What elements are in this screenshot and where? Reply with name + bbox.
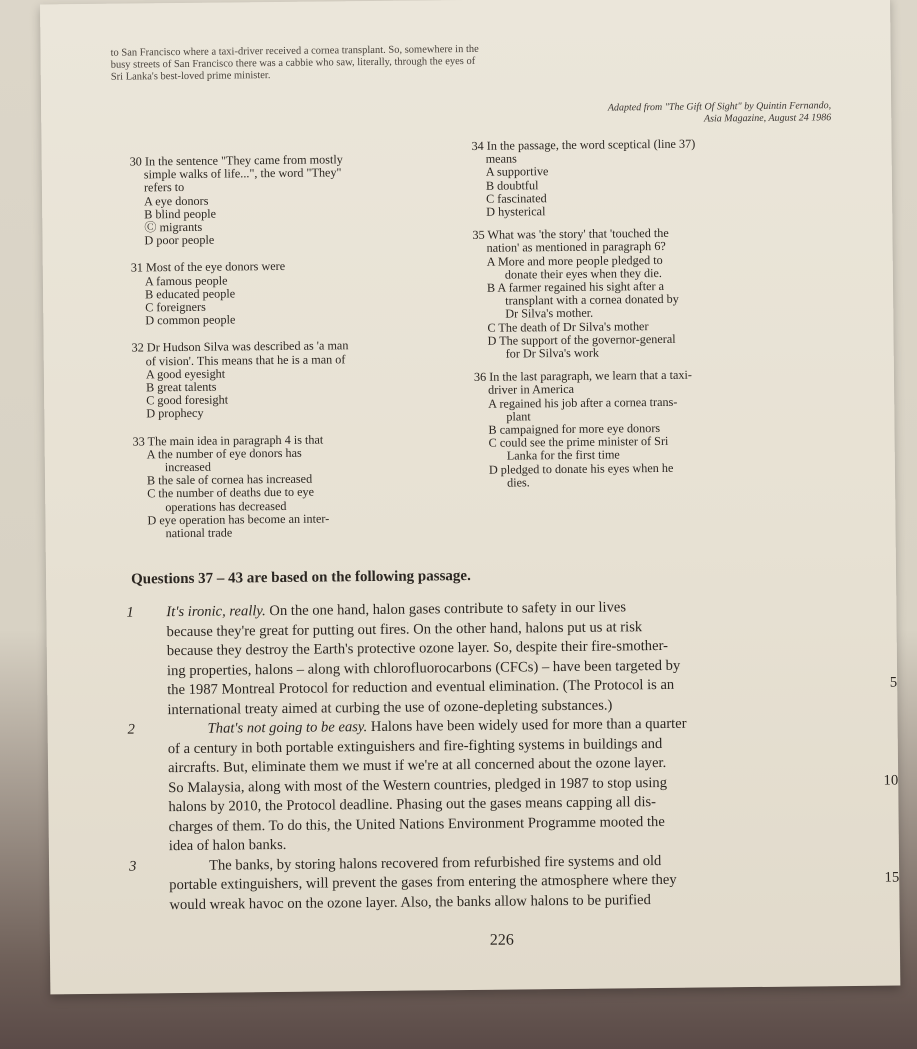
- passage-line: the 1987 Montreal Protocol for reduction and eventual elimination. (The Protocol is an 5: [167, 674, 898, 699]
- passage-line: aircrafts. But, eliminate them we must if we're at all concerned about the ozone layer.: [167, 754, 667, 777]
- paragraph-number: 3: [128, 857, 137, 875]
- intro-line: Sri Lanka's best-loved prime minister.: [110, 70, 271, 83]
- answer-option: B great talents: [145, 379, 217, 395]
- credit-line: Asia Magazine, August 24 1986: [703, 112, 832, 125]
- passage-line: idea of halon banks.: [168, 836, 287, 855]
- answer-option: D common people: [145, 312, 236, 328]
- paragraph-1: [126, 596, 898, 721]
- reading-passage: [126, 596, 900, 916]
- passage-line: would wreak havoc on the ozone layer. Also, the banks allow halons to be purified: [169, 891, 651, 913]
- answer-option: dies.: [506, 475, 530, 490]
- credit-line: Adapted from "The Gift Of Sight" by Quintin Fernando,: [607, 100, 832, 114]
- answer-option: B the sale of cornea has increased: [146, 471, 313, 488]
- answer-option: operations has decreased: [165, 498, 287, 514]
- question-32: [132, 338, 473, 421]
- question-stem: 36 In the last paragraph, we learn that a taxi-: [473, 367, 692, 385]
- answer-option: D prophecy: [146, 406, 204, 421]
- question-stem: 30 In the sentence "They came from mostly: [129, 152, 343, 169]
- question-stem: refers to: [143, 180, 185, 195]
- answer-option: A regained his job after a cornea trans-: [488, 394, 678, 411]
- question-34: [471, 136, 802, 219]
- answer-option: national trade: [165, 525, 233, 541]
- answer-option: Lanka for the first time: [506, 447, 620, 464]
- answer-option: for Dr Silva's work: [505, 345, 600, 361]
- answer-option: B doubtful: [485, 177, 539, 193]
- answer-option: A the number of eye donors has: [146, 445, 302, 462]
- answer-option: C foreigners: [145, 299, 206, 315]
- paragraph-number: 1: [126, 604, 134, 621]
- document-page: [40, 0, 900, 994]
- passage-line: because they're great for putting out fires. On the other hand, halons put us at risk: [166, 618, 643, 640]
- answer-option: D eye operation has become an inter-: [147, 511, 330, 528]
- intro-line: busy streets of San Francisco there was a cabbie who saw, literally, through the eyes of: [110, 55, 476, 71]
- answer-option: C fascinated: [486, 190, 547, 206]
- question-stem: 34 In the passage, the word sceptical (line 37): [471, 136, 696, 153]
- answer-option: C could see the prime minister of Sri: [488, 434, 669, 451]
- paragraph-2: [127, 713, 899, 857]
- section-heading: Questions 37 – 43 are based on the following passage.: [130, 567, 471, 588]
- line-number: 15: [884, 869, 900, 886]
- answer-option: transplant with a cornea donated by: [505, 292, 679, 308]
- intro-line: to San Francisco where a taxi-driver received a cornea transplant. So, somewhere in the: [110, 43, 479, 59]
- intro-passage-end: [110, 41, 710, 83]
- passage-line: international treaty aimed at curbing the use of ozone-depleting substances.): [167, 696, 613, 718]
- passage-line: of a century in both portable extinguishers and fire-fighting systems in buildings and: [167, 735, 663, 757]
- answer-option: A good eyesight: [145, 366, 226, 382]
- paragraph-number: 2: [127, 721, 136, 738]
- question-stem: simple walks of life...", the word "They": [143, 165, 342, 182]
- answer-option: B A farmer regained his sight after a: [486, 278, 665, 295]
- question-stem: driver in America: [488, 382, 575, 398]
- answer-option: C the number of deaths due to eye: [147, 485, 315, 501]
- passage-line: portable extinguishers, will prevent the gases from entering the atmosphere where they 15: [169, 869, 900, 894]
- answer-option: D hysterical: [486, 204, 546, 219]
- question-36: [474, 368, 805, 490]
- question-30: [130, 152, 471, 248]
- answer-option: donate their eyes when they die.: [504, 265, 662, 282]
- paragraph-3: [128, 849, 900, 915]
- passage-line: ing properties, halons – along with chlorofluorocarbons (CFCs) – have been targeted by: [166, 657, 681, 679]
- right-question-column: [471, 136, 805, 496]
- left-question-column: [130, 152, 474, 547]
- answer-option: A supportive: [485, 164, 549, 180]
- page-number: 226: [489, 931, 514, 949]
- answer-option: Dr Silva's mother.: [505, 306, 594, 322]
- line-number: 10: [883, 772, 899, 789]
- answer-option: increased: [164, 459, 211, 475]
- question-35: [472, 226, 803, 361]
- answer-option: B blind people: [144, 206, 217, 222]
- answer-option: D The support of the governor-general: [487, 331, 676, 348]
- question-stem: 31 Most of the eye donors were: [130, 259, 286, 275]
- answer-option: D pledged to donate his eyes when he: [488, 460, 674, 477]
- question-stem: nation' as mentioned in paragraph 6?: [486, 239, 666, 256]
- question-stem: means: [485, 151, 517, 166]
- passage-line: because they destroy the Earth's protective ozone layer. So, despite their fire-smother-: [166, 637, 669, 660]
- question-31: [131, 258, 472, 328]
- answer-option: plant: [506, 409, 531, 424]
- source-credit: [451, 100, 831, 128]
- answer-option: C The death of Dr Silva's mother: [487, 318, 649, 335]
- passage-line: charges of them. To do this, the United Nations Environment Programme mooted the: [168, 813, 665, 835]
- question-stem: 32 Dr Hudson Silva was described as 'a man: [131, 338, 349, 355]
- question-stem: 33 The main idea in paragraph 4 is that: [132, 432, 324, 449]
- question-stem: 35 What was 'the story' that 'touched the: [472, 226, 669, 243]
- answer-option: D poor people: [144, 232, 215, 248]
- answer-option: B educated people: [144, 286, 236, 302]
- answer-option-circled: Ⓒ migrants: [144, 219, 203, 235]
- passage-line: halons by 2010, the Protocol deadline. Phasing out the gases means capping all dis-: [168, 794, 657, 816]
- answer-option: B campaigned for more eye donors: [488, 421, 661, 437]
- answer-option: C good foresight: [146, 392, 229, 408]
- line-number: 5: [889, 674, 898, 691]
- question-stem: of vision'. This means that he is a man of: [145, 351, 346, 369]
- question-33: [133, 432, 474, 541]
- answer-option: A famous people: [144, 273, 228, 288]
- passage-line: So Malaysia, along with most of the Western countries, pledged in 1987 to stop using 10: [168, 772, 899, 796]
- answer-option: A eye donors: [144, 193, 209, 208]
- lead-phrase: It's ironic, really.: [166, 603, 266, 621]
- passage-line: The banks, by storing halons recovered from refurbished fire systems and old: [208, 852, 662, 874]
- passage-line: That's not going to be easy. Halons have been widely used for more than a quarter: [168, 713, 868, 740]
- passage-line: It's ironic, really. On the one hand, halon gases contribute to safety in our lives: [166, 599, 627, 621]
- answer-option: A More and more people pledged to: [486, 252, 663, 269]
- lead-phrase: That's not going to be easy.: [207, 719, 368, 737]
